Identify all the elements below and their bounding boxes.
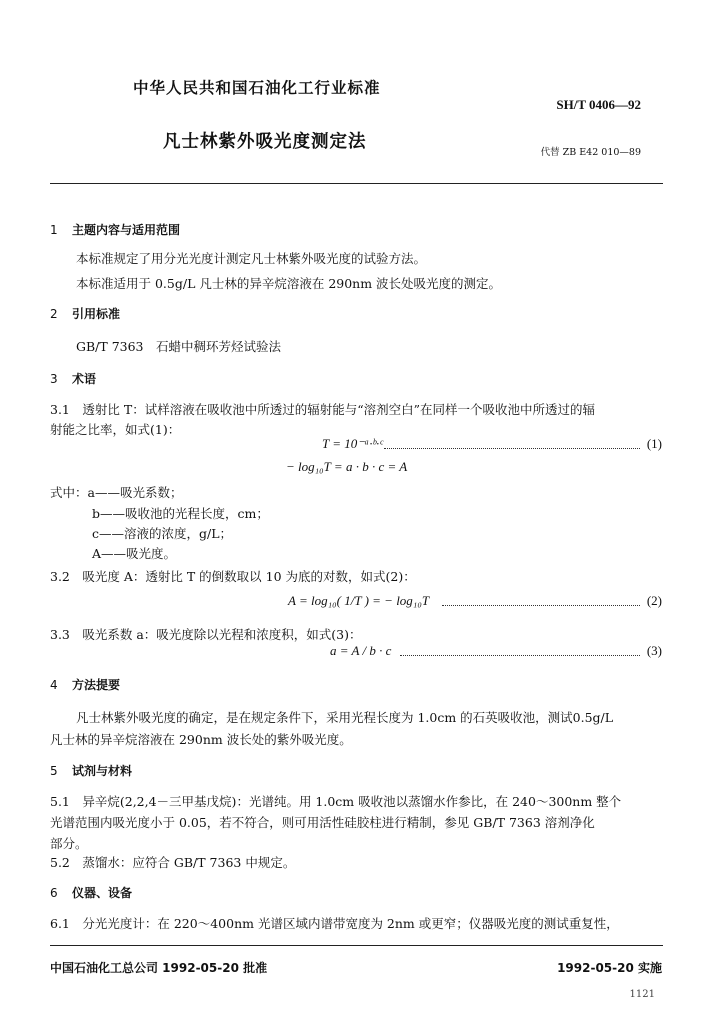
equation-2-leader	[442, 605, 640, 606]
equation-3-leader	[400, 655, 640, 656]
equation-2: A = log₁₀( 1/T ) = − log₁₀T	[288, 593, 430, 608]
equation-3: a = A / b · c	[330, 643, 392, 658]
section-4-heading: 4 方法提要	[50, 678, 121, 692]
standard-org-title: 中华人民共和国石油化工行业标准	[133, 79, 381, 97]
standard-code: SH/T 0406—92	[556, 97, 641, 112]
section-1-para-2: 本标准适用于 0.5g/L 凡士林的异辛烷溶液在 290nm 波长处吸光度的测定。	[76, 276, 502, 291]
where-clause: 式中：a——吸光系数；	[50, 485, 183, 500]
footer-rule	[50, 945, 663, 946]
where-b: b——吸收池的光程长度，cm；	[92, 506, 269, 521]
clause-3-3: 3.3 吸光系数 a：吸光度除以光程和浓度积，如式(3)：	[50, 627, 362, 642]
clause-6-1: 6.1 分光光度计：在 220～400nm 光谱区域内谱带宽度为 2nm 或更窄；仪器吸光度的测试重复性，	[50, 916, 619, 931]
referenced-standard: GB/T 7363 石蜡中稠环芳烃试验法	[76, 339, 282, 354]
equation-1: T = 10⁻ᵃ·ᵇ·ᶜ	[322, 436, 383, 451]
clause-5-1-line-1: 5.1 异辛烷(2,2,4－三甲基戊烷)：光谱纯。用 1.0cm 吸收池以蒸馏水作参比，在 240～300nm 整个	[50, 794, 622, 809]
header-rule	[50, 183, 663, 184]
clause-5-1-line-3: 部分。	[50, 836, 88, 851]
where-A: A——吸光度。	[92, 546, 177, 561]
clause-3-1-line-1: 3.1 透射比 T：试样溶液在吸收池中所透过的辐射能与“溶剂空白”在同样一个吸收池中所透过的辐	[50, 402, 595, 417]
section-5-heading: 5 试剂与材料	[50, 764, 133, 778]
clause-5-1-line-2: 光谱范围内吸光度小于 0.05，若不符合，则可用活性硅胶柱进行精制，参见 GB/T 7363 溶剂净化	[50, 815, 595, 830]
page-number: 1121	[629, 989, 655, 1000]
approval-line: 中国石油化工总公司 1992-05-20 批准	[50, 961, 268, 975]
equation-3-number: (3)	[646, 643, 662, 658]
clause-3-1-line-2: 射能之比率，如式(1)：	[50, 422, 181, 437]
section-4-para-line-2: 凡士林的异辛烷溶液在 290nm 波长处的紫外吸光度。	[50, 732, 352, 747]
section-1-para-1: 本标准规定了用分光光度计测定凡士林紫外吸光度的试验方法。	[76, 251, 427, 266]
equation-1-derived: − log₁₀T = a · b · c = A	[286, 459, 408, 474]
equation-1-number: (1)	[646, 436, 662, 451]
section-3-heading: 3 术语	[50, 372, 97, 386]
clause-3-2: 3.2 吸光度 A：透射比 T 的倒数取以 10 为底的对数，如式(2)：	[50, 569, 416, 584]
equation-2-number: (2)	[646, 593, 662, 608]
equation-1-leader	[384, 448, 640, 449]
clause-5-2: 5.2 蒸馏水：应符合 GB/T 7363 中规定。	[50, 855, 296, 870]
effective-date: 1992-05-20 实施	[557, 961, 662, 975]
replaces-code: 代替 ZB E42 010—89	[540, 147, 641, 158]
where-c: c——溶液的浓度，g/L；	[92, 526, 233, 541]
section-1-heading: 1 主题内容与适用范围	[50, 223, 181, 237]
document-title: 凡士林紫外吸光度测定法	[163, 132, 367, 152]
section-4-para-line-1: 凡士林紫外吸光度的确定，是在规定条件下，采用光程长度为 1.0cm 的石英吸收池，测试0.5g/L	[76, 710, 614, 725]
section-6-heading: 6 仪器、设备	[50, 886, 133, 900]
section-2-heading: 2 引用标准	[50, 307, 121, 321]
